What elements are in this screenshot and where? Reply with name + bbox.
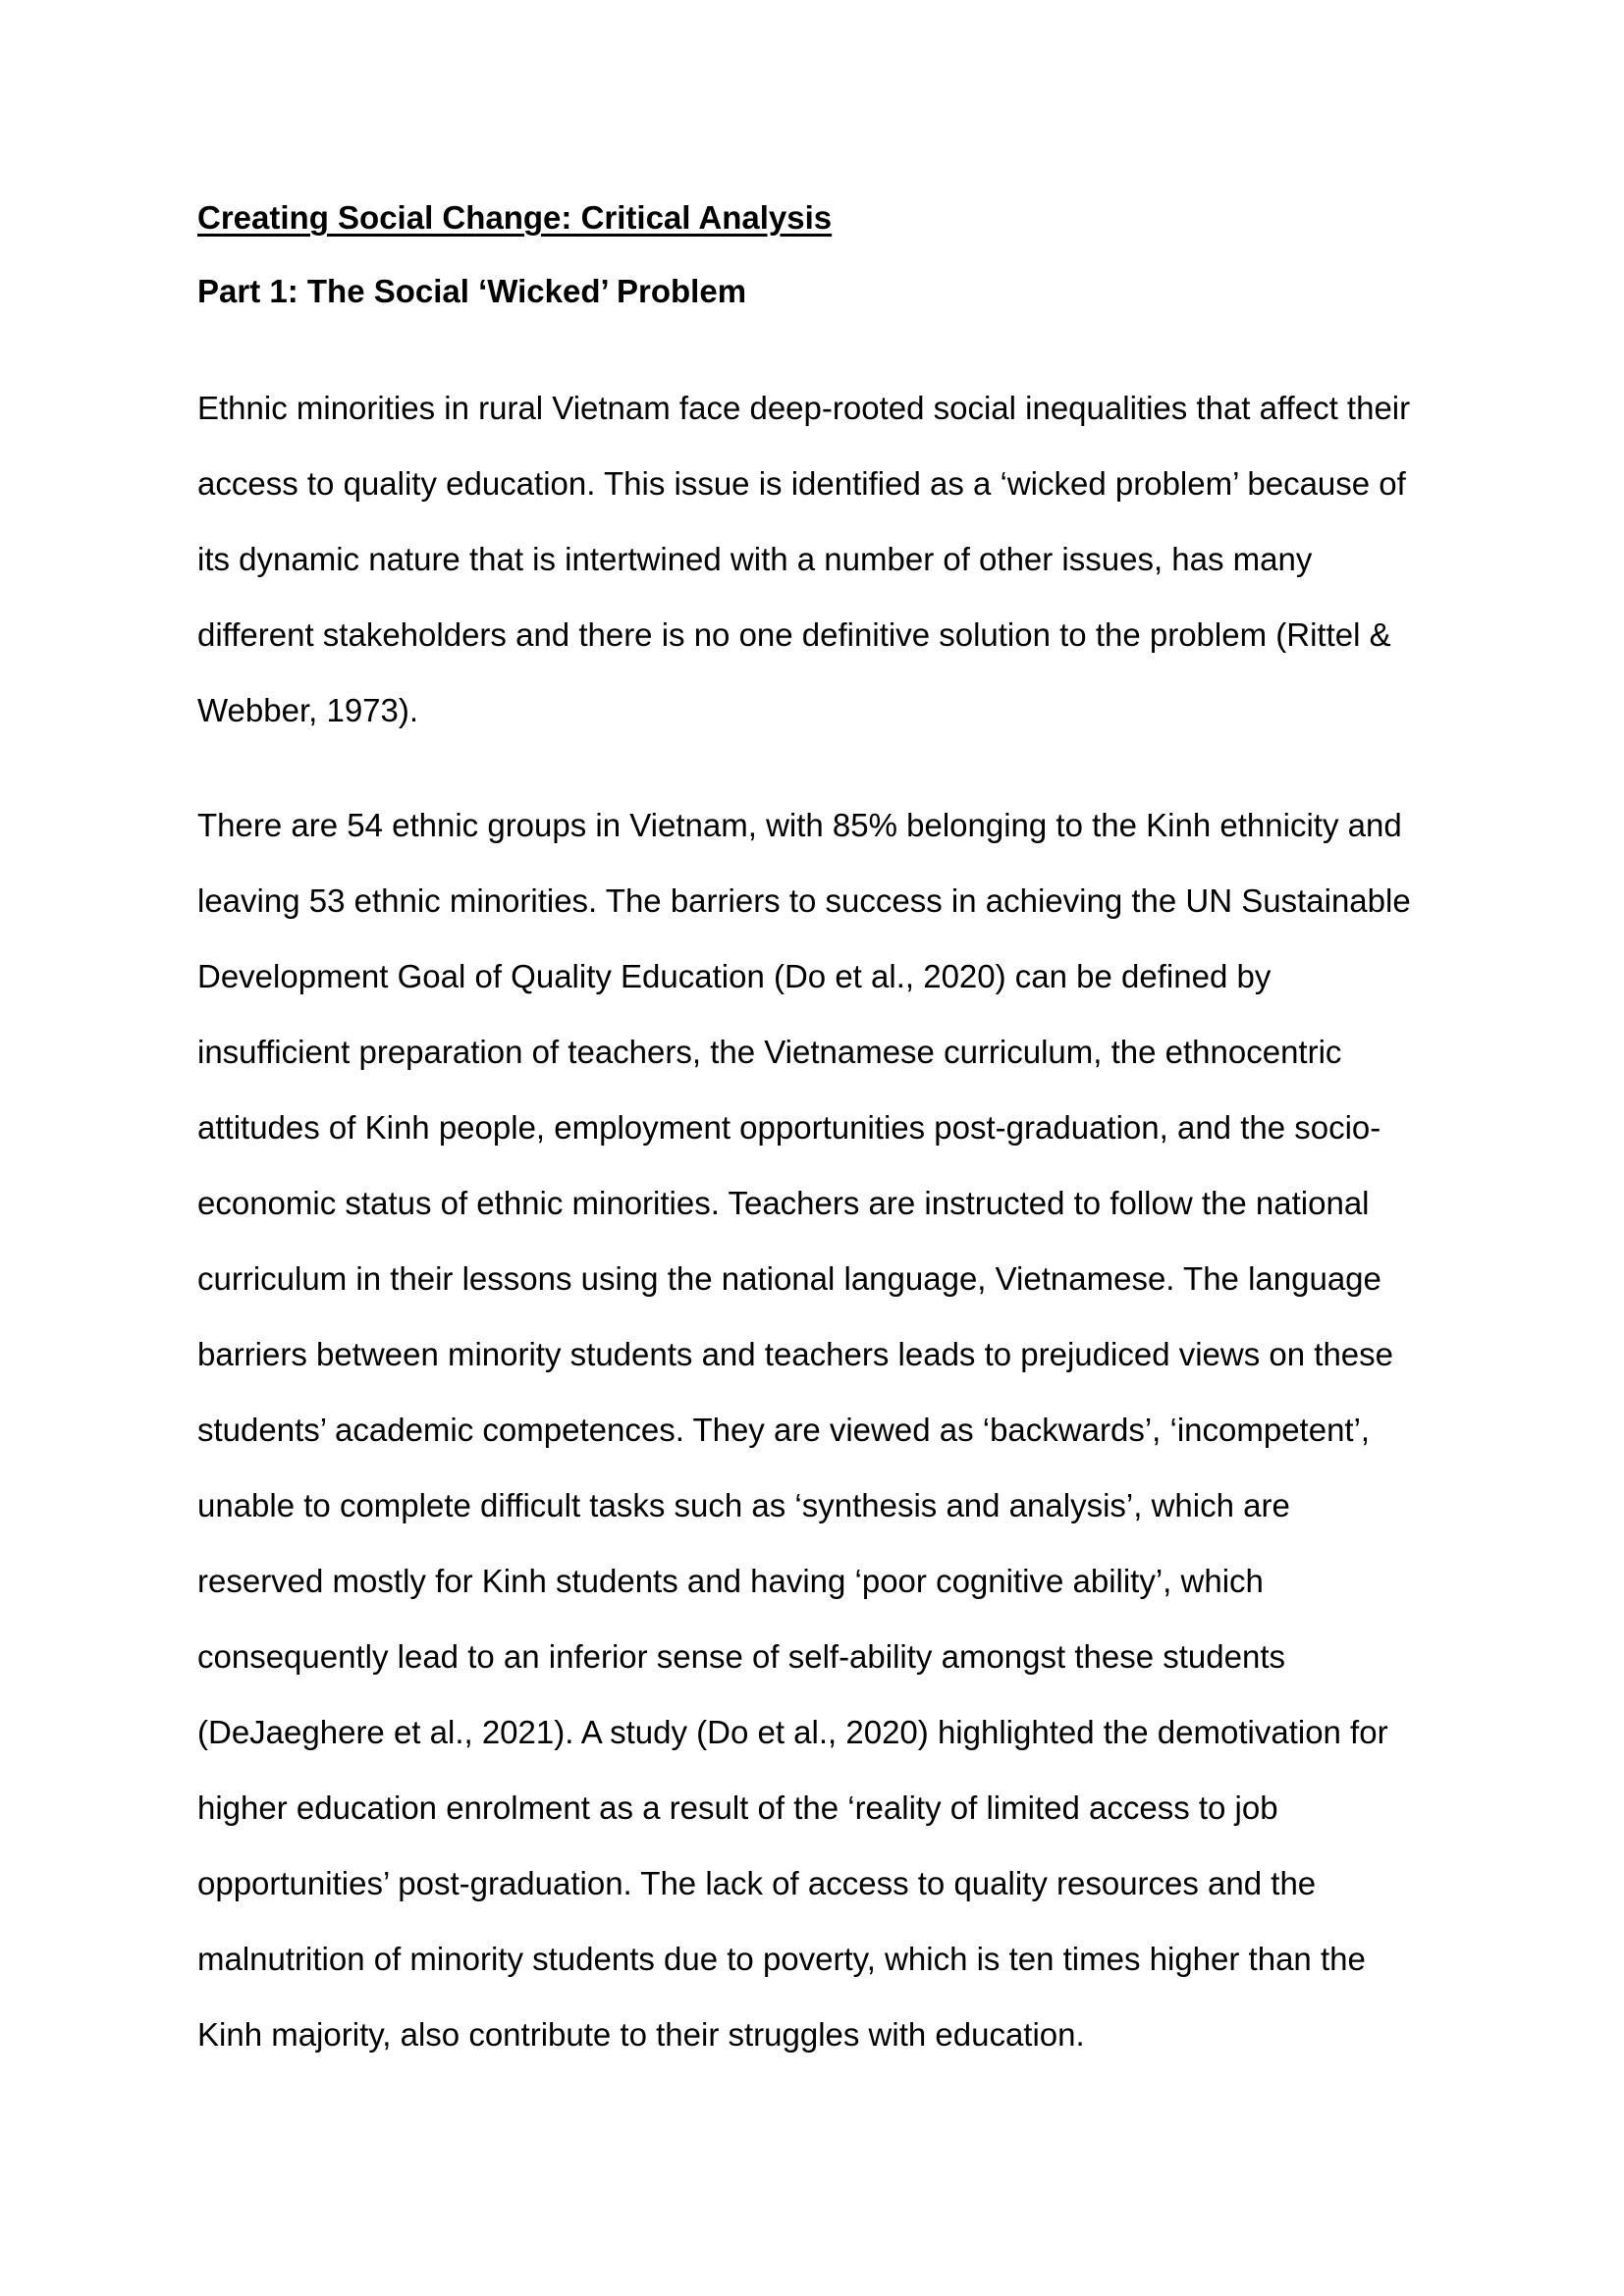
paragraph-line: higher education enrolment as a result of the ‘reality of limited access to job <box>197 1789 1278 1826</box>
paragraph-line: insufficient preparation of teachers, the Vietnamese curriculum, the ethnocentric <box>197 1034 1342 1070</box>
paragraph-line: There are 54 ethnic groups in Vietnam, with 85% belonging to the Kinh ethnicity and <box>197 807 1402 843</box>
paragraph-line: economic status of ethnic minorities. Teachers are instructed to follow the national <box>197 1185 1370 1221</box>
paragraph-line: its dynamic nature that is intertwined with a number of other issues, has many <box>197 541 1313 577</box>
paragraph-1 <box>197 370 1410 748</box>
paragraph-line: consequently lead to an inferior sense of self-ability amongst these students <box>197 1638 1285 1675</box>
paragraph-2 <box>197 787 1411 2072</box>
paragraph-line: unable to complete difficult tasks such as ‘synthesis and analysis’, which are <box>197 1487 1290 1523</box>
paragraph-line: attitudes of Kinh people, employment opportunities post-graduation, and the socio- <box>197 1109 1381 1146</box>
paragraph-line: malnutrition of minority students due to poverty, which is ten times higher than the <box>197 1941 1366 1977</box>
section-heading: Part 1: The Social ‘Wicked’ Problem <box>197 273 747 309</box>
paragraph-line: Development Goal of Quality Education (Do et al., 2020) can be defined by <box>197 958 1272 994</box>
paragraph-line: Ethnic minorities in rural Vietnam face deep-rooted social inequalities that affect their <box>197 390 1411 426</box>
paragraph-line: (DeJaeghere et al., 2021). A study (Do et al., 2020) highlighted the demotivation for <box>197 1714 1388 1750</box>
paragraph-line: opportunities’ post-graduation. The lack of access to quality resources and the <box>197 1865 1317 1901</box>
paragraph-line: students’ academic competences. They are viewed as ‘backwards’, ‘incompetent’, <box>197 1412 1371 1448</box>
paragraph-line: Kinh majority, also contribute to their struggles with education. <box>197 2016 1085 2053</box>
paragraph-line: curriculum in their lessons using the national language, Vietnamese. The language <box>197 1260 1381 1297</box>
paragraph-line: leaving 53 ethnic minorities. The barriers to success in achieving the UN Sustainable <box>197 882 1411 919</box>
document-title: Creating Social Change: Critical Analysis <box>197 199 833 236</box>
paragraph-line: barriers between minority students and teachers leads to prejudiced views on these <box>197 1336 1394 1372</box>
paragraph-line: reserved mostly for Kinh students and having ‘poor cognitive ability’, which <box>197 1563 1264 1599</box>
paragraph-line: Webber, 1973). <box>197 692 419 728</box>
paragraph-line: different stakeholders and there is no one definitive solution to the problem (Rittel & <box>197 616 1391 653</box>
paragraph-line: access to quality education. This issue is identified as a ‘wicked problem’ because of <box>197 465 1406 502</box>
